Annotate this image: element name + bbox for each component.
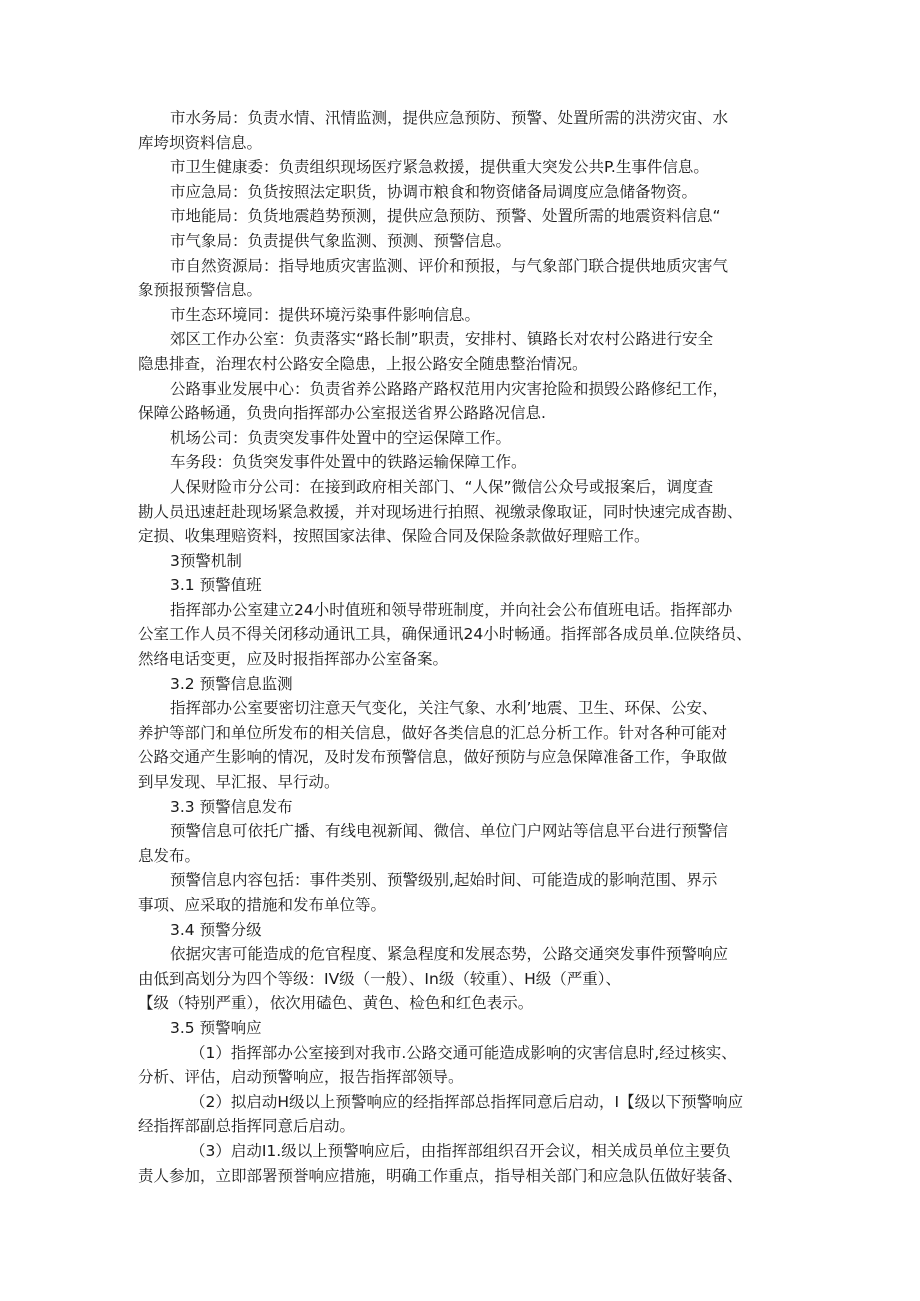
text-line: 公路交通产生影响的情况，及时发布预警信息，做好预防与应急保障准备工作，争取做 bbox=[138, 748, 728, 767]
text-line: 郊区工作办公室：负责落实“路长制”职责，安排村、镇路长对农村公路进行安全 bbox=[170, 330, 714, 349]
text-line: 3.3 预警信息发布 bbox=[170, 797, 293, 816]
text-line: 隐患排查，治理农村公路安全隐患，上报公路安全随患整治情况。 bbox=[138, 354, 588, 373]
text-line: 库垮坝资料信息。 bbox=[138, 133, 263, 152]
text-line: 3预警机制 bbox=[170, 551, 242, 570]
text-line: 市卫生健康委：负责组织现场医疗紧急救援，提供重大突发公共P.生事件信息。 bbox=[170, 158, 709, 177]
text-line: 养护等部门和单位所发布的相关信息，做好各类信息的汇总分析工作。针对各种可能对 bbox=[138, 723, 728, 742]
text-line: 然络电话变更，应及时报指挥部办公室备案。 bbox=[138, 650, 449, 669]
text-line: 3.1 预警值班 bbox=[170, 576, 262, 595]
text-line: 依据灾害可能造成的危官程度、紧急程度和发展态势，公路交通突发事件预警响应 bbox=[170, 945, 729, 964]
text-line: 【级（特别严重），依次用磕色、黄色、检色和红色表示。 bbox=[138, 994, 534, 1013]
text-line: （3）启动I1.级以上预警响应后，由指挥部组织召开会议，相关成员单位主要负 bbox=[190, 1141, 731, 1160]
text-line: （2）拟启动H级以上预警响应的经指挥部总指挥同意后启动，I【级以下预警响应 bbox=[190, 1092, 744, 1111]
text-line: 市地能局：负货地震趋势预测，提供应急预防、预警、处置所需的地震资料信息“ bbox=[170, 207, 721, 226]
text-line: 3.4 预警分级 bbox=[170, 920, 262, 939]
text-line: 市气象局：负责提供气象监测、预测、预警信息。 bbox=[170, 231, 512, 250]
text-line: 息发布。 bbox=[138, 846, 201, 865]
text-line: 车务段：负货突发事件处置中的铁路运输保障工作。 bbox=[170, 453, 527, 472]
text-line: （1）指挥部办公室接到对我市.公路交通可能造成影响的灾害信息时,经过核实、 bbox=[190, 1043, 737, 1062]
text-line: 象预报预警信息。 bbox=[138, 281, 263, 300]
text-line: 指挥部办公室建立24小时值班和领导带班制度，并向社会公布值班电话。指挥部办 bbox=[170, 600, 733, 619]
text-line: 预警信息内容包括：事件类别、预警级别,起始时间、可能造成的影响范围、界示 bbox=[170, 871, 718, 890]
text-line: 经指挥部副总指挥同意后启动。 bbox=[138, 1117, 356, 1136]
text-line: 人保财险市分公司：在接到政府相关部门、“人保”微信公众号或报案后，调度查 bbox=[170, 477, 714, 496]
text-line: 市生态环境同：提供环境污染事件影响信息。 bbox=[170, 305, 481, 324]
text-line: 由低到高划分为四个等级：IV级（一般）、In级（较重）、H级（严重）、 bbox=[138, 969, 621, 988]
text-line: 3.5 预警响应 bbox=[170, 1018, 262, 1037]
text-line: 责人参加，立即部署预誉响应措施，明确工作重点，指导相关部门和应急队伍做好装备、 bbox=[138, 1166, 743, 1185]
text-line: 机场公司：负责突发事件处置中的空运保障工作。 bbox=[170, 428, 512, 447]
text-line: 公路事业发展中心：负责省养公路路产路权范用内灾害抢险和损毁公路修纪工作， bbox=[170, 379, 729, 398]
text-line: 市自然资源局：指导地质灾害监测、评价和预报，与气象部门联合提供地质灾害气 bbox=[170, 256, 729, 275]
text-line: 事项、应采取的措施和发布单位等。 bbox=[138, 896, 387, 914]
text-line: 指挥部办公室要密切注意天气变化，关注气象、水利’地震、卫生、环保、公安、 bbox=[170, 699, 718, 718]
document-body bbox=[138, 106, 798, 1188]
text-line: 公室工作人员不得关闭移动通讯工具，确保通讯24小时畅通。指挥部各成员单.位陕络员、 bbox=[138, 625, 752, 644]
text-line: 保障公路畅通，负贵向指挥部办公室报送省界公路路况信息. bbox=[138, 404, 546, 423]
text-line: 市应急局：负货按照法定职货，协调市粮食和物资储备局调度应急储备物资。 bbox=[170, 182, 698, 201]
text-line: 分析、评估，启动预警响应，报告指挥部领导。 bbox=[138, 1068, 464, 1087]
text-line: 预警信息可依托广播、有线电视新闻、微信、单位门户网站等信息平台进行预警信 bbox=[170, 822, 729, 841]
text-line: 定损、收集理赔资料，按照国家法律、保险合同及保险条款做好理赔工作。 bbox=[138, 527, 650, 546]
text-line: 勘人员迅速赶赴现场紧急救援，并对现场进行拍照、视缴录像取证，同时快速完成杳勘、 bbox=[138, 502, 743, 521]
text-line: 到早发现、早汇报、早行动。 bbox=[138, 773, 340, 792]
text-line: 市水务局：负责水情、汛情监测，提供应急预防、预警、处置所需的洪涝灾宙、水 bbox=[170, 109, 729, 127]
text-line: 3.2 预警信息监测 bbox=[170, 674, 293, 693]
